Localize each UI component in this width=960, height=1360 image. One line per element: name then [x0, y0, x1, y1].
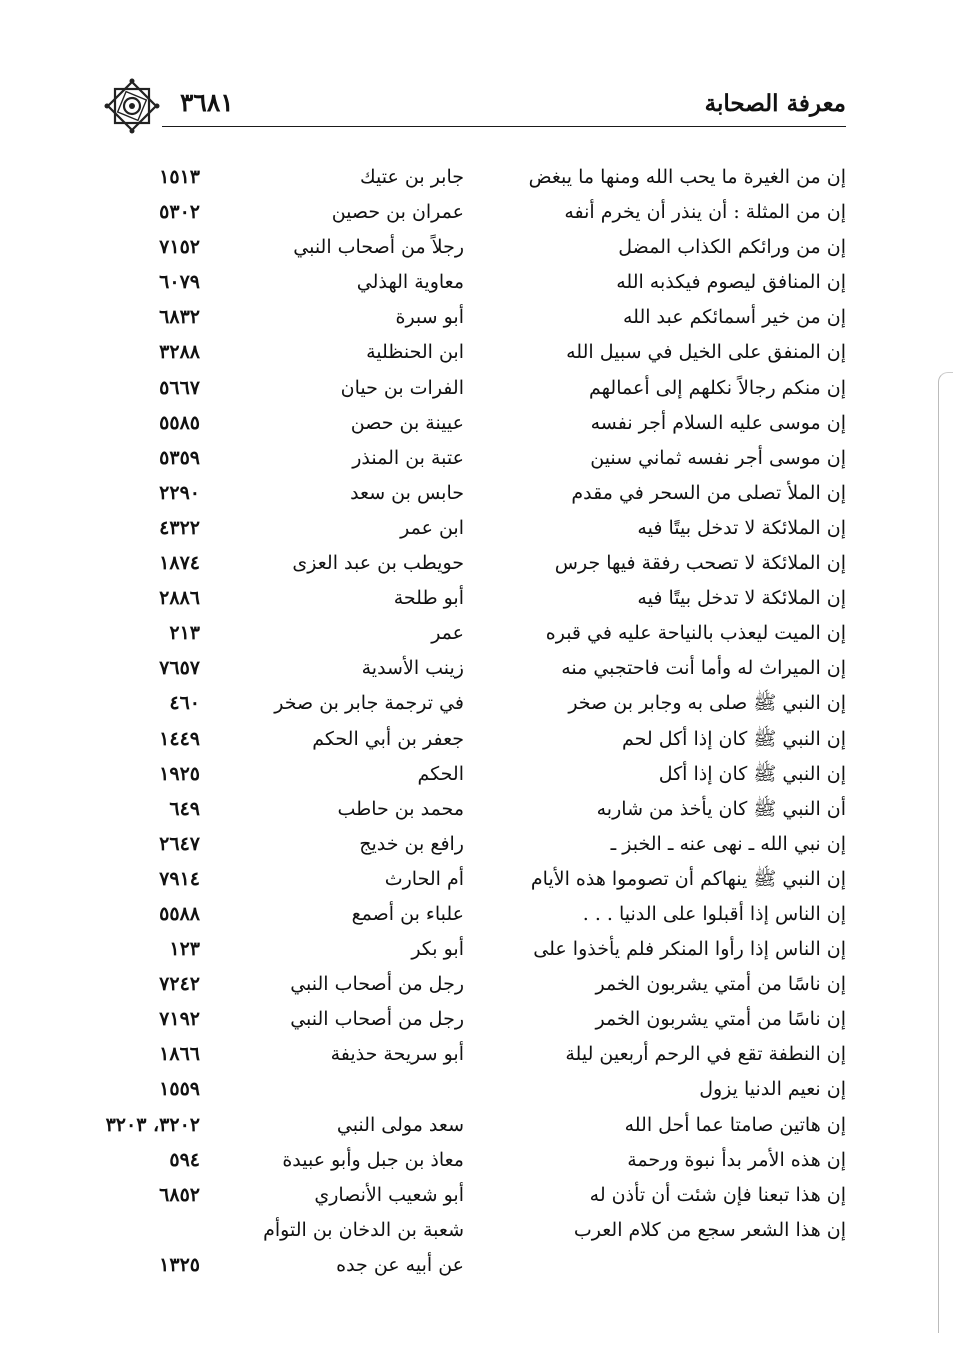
hadith-incipit: إن موسى أجر نفسه ثماني سنين	[590, 446, 846, 469]
reference-number: ١٤٤٩	[159, 727, 200, 750]
index-row	[100, 511, 846, 546]
index-row	[100, 932, 846, 967]
narrator-name: رجلاً من أصحاب النبي	[293, 236, 464, 259]
narrator-name: رجل من أصحاب النبي	[290, 1008, 464, 1031]
hadith-incipit: إن هذا الشعر سجع من كلام العرب	[573, 1218, 846, 1241]
narrator-name: ابن عمر	[400, 516, 464, 539]
reference-number: ٣٢٨٨	[159, 341, 200, 364]
hadith-incipit: إن الملأ تصلى من السحر في مقدم	[571, 481, 846, 504]
index-row	[100, 195, 846, 230]
index-row	[100, 897, 846, 932]
narrator-name: عتبة بن المنذر	[352, 446, 464, 469]
index-row	[100, 967, 846, 1002]
index-row	[100, 335, 846, 370]
index-row	[100, 1143, 846, 1178]
narrator-name: عيينة بن حصن	[350, 411, 464, 434]
hadith-incipit: إن الملائكة لا تدخل بيتًا فيه	[637, 516, 846, 539]
reference-number: ١٩٢٥	[159, 762, 200, 785]
hadith-incipit: إن النبي ﷺ صلى به وجابر بن صخر	[568, 692, 846, 715]
narrator-name: أبو بكر	[411, 938, 464, 961]
index-row	[100, 792, 846, 827]
reference-number: ٥٥٨٨	[159, 902, 200, 925]
index-row	[100, 581, 846, 616]
narrator-name: علباء بن أصمع	[351, 902, 464, 925]
narrator-name: زينب الأسدية	[361, 657, 464, 680]
index-row	[100, 160, 846, 195]
narrator-name: أبو سريحة حذيفة	[330, 1043, 464, 1066]
narrator-name: الفرات بن حيان	[340, 376, 464, 399]
narrator-name: سعد مولى النبي	[336, 1113, 464, 1136]
reference-number: ٦٠٧٩	[159, 271, 200, 294]
running-header	[102, 84, 846, 130]
narrator-name: حويطب بن عبد العزى	[292, 552, 464, 575]
hadith-incipit: أن النبي ﷺ كان يأخذ من شاربه	[596, 797, 846, 820]
reference-number: ٥٥٨٥	[159, 411, 200, 434]
reference-number: ٣٢٠٢، ٣٢٠٣	[105, 1113, 200, 1136]
hadith-incipit: إن هاتين صامتا عما أحل الله	[624, 1113, 846, 1136]
hadith-incipit: إن النطفة تقع في الرحم أربعين ليلة	[565, 1043, 846, 1066]
index-row	[100, 1072, 846, 1107]
index-row	[100, 651, 846, 686]
index-row	[100, 1108, 846, 1143]
reference-number: ١٨٧٤	[159, 552, 200, 575]
hadith-incipit: إن الناس إذا أقبلوا على الدنيا . . .	[582, 902, 846, 925]
scan-page-edge	[938, 372, 953, 1333]
reference-number: ٢٢٩٠	[159, 481, 200, 504]
reference-number: ٥٣٠٢	[159, 201, 200, 224]
reference-number: ١٢٣	[169, 938, 200, 961]
index-row	[100, 371, 846, 406]
narrator-name: أم الحارث	[384, 867, 464, 890]
hadith-incipit: إن ناسًا من أمتي يشربون الخمر	[595, 973, 846, 996]
reference-number: ٥٦٦٧	[159, 376, 200, 399]
hadith-incipit: إن هذا تبعنا فإن شئت أن تأذن له	[589, 1183, 846, 1206]
hadith-incipit: إن النبي ﷺ ينهاكم أن تصوموا هذه الأيام	[530, 867, 846, 890]
narrator-name: محمد بن حاطب	[337, 797, 464, 820]
octagonal-star-ornament-icon	[102, 76, 162, 136]
hadith-incipit: إن المنافق ليصوم فيكذبه الله	[616, 271, 846, 294]
index-row	[100, 546, 846, 581]
reference-number: ٦٨٣٢	[159, 306, 200, 329]
index-row	[100, 441, 846, 476]
index-row	[100, 862, 846, 897]
page-number: ٣٦٨١	[180, 88, 234, 117]
hadith-incipit: إن النبي ﷺ كان إذا أكل	[658, 762, 846, 785]
narrator-name: عن أبيه عن جده	[336, 1253, 464, 1276]
hadith-incipit: إن هذه الأمر بدأ نبوة ورحمة	[627, 1148, 846, 1171]
hadith-incipit: إن من الغيرة ما يحب الله ومنها ما يبغض	[528, 166, 846, 188]
reference-number: ٧٢٤٢	[159, 973, 200, 996]
index-row	[100, 1037, 846, 1072]
hadith-index-list	[100, 160, 846, 1283]
reference-number: ١٥٥٩	[159, 1078, 200, 1101]
hadith-incipit: إن نعيم الدنيا يزول	[699, 1078, 846, 1101]
hadith-incipit: إن الميراث له وأما أنت فاحتجبي منه	[561, 657, 846, 680]
narrator-name: جعفر بن أبي الحكم	[312, 727, 464, 750]
index-row	[100, 757, 846, 792]
index-row	[100, 1213, 846, 1248]
index-row	[100, 1002, 846, 1037]
reference-number: ٥٣٥٩	[159, 446, 200, 469]
narrator-name: أبو طلحة	[393, 587, 464, 610]
hadith-incipit: إن النبي ﷺ كان إذا أكل لحم	[621, 727, 846, 750]
index-row	[100, 722, 846, 757]
reference-number: ٢٦٤٧	[159, 832, 200, 855]
reference-number: ٧٦٥٧	[159, 657, 200, 680]
reference-number: ٧١٩٢	[159, 1008, 200, 1031]
narrator-name: رافع بن خديج	[359, 832, 464, 855]
book-title: معرفة الصحابة	[704, 90, 846, 117]
hadith-incipit: إن موسى عليه السلام أجر نفسه	[590, 411, 846, 434]
narrator-name: الحكم	[417, 762, 464, 785]
hadith-incipit: إن من ورائكم الكذاب المضل	[618, 236, 846, 259]
hadith-incipit: إن من خير أسمائكم عبد الله	[622, 306, 846, 329]
reference-number: ٤٦٠	[169, 692, 200, 715]
reference-number: ٦٤٩	[169, 797, 200, 820]
reference-number: ٤٣٢٢	[159, 516, 200, 539]
index-row	[100, 827, 846, 862]
hadith-incipit: إن الملائكة لا تصحب رفقة فيها جرس	[554, 552, 846, 575]
narrator-name: عمر	[431, 622, 464, 645]
hadith-incipit: إن من المثلة : أن ينذر أن يخرم أنفه	[564, 201, 846, 224]
reference-number: ٢٨٨٦	[159, 587, 200, 610]
hadith-incipit: إن الميت ليعذب بالنياحة عليه في قبره	[545, 622, 846, 645]
index-row	[100, 1248, 846, 1283]
hadith-incipit: إن نبي الله ـ نهى عنه ـ الخبز ـ	[610, 832, 846, 855]
hadith-incipit: إن منكم رجالاً نكلهم إلى أعمالهم	[589, 376, 846, 399]
narrator-name: في ترجمة جابر بن صخر	[274, 692, 464, 715]
reference-number: ٧١٥٢	[159, 236, 200, 259]
narrator-name: أبو سبرة	[395, 306, 464, 329]
header-rule	[162, 126, 846, 127]
reference-number: ٧٩١٤	[159, 867, 200, 890]
narrator-name: شعبة بن الدخان بن التوأم	[263, 1218, 464, 1241]
narrator-name: ابن الحنظلية	[366, 341, 464, 364]
reference-number: ٢١٣	[169, 622, 200, 645]
reference-number: ٦٨٥٢	[159, 1183, 200, 1206]
index-row	[100, 616, 846, 651]
index-row	[100, 265, 846, 300]
index-row	[100, 476, 846, 511]
index-row	[100, 686, 846, 721]
reference-number: ١٨٦٦	[159, 1043, 200, 1066]
narrator-name: حابس بن سعد	[350, 481, 464, 504]
index-row	[100, 300, 846, 335]
index-row	[100, 230, 846, 265]
narrator-name: رجل من أصحاب النبي	[290, 973, 464, 996]
narrator-name: أبو شعيب الأنصاري	[314, 1183, 464, 1206]
hadith-incipit: إن المنفق على الخيل في سبيل الله	[566, 341, 846, 364]
narrator-name: معاذ بن جبل وأبو عبيدة	[282, 1148, 464, 1171]
hadith-incipit: إن الناس إذا رأوا المنكر فلم يأخذوا على	[533, 938, 846, 961]
narrator-name: جابر بن عتيك	[360, 166, 464, 188]
narrator-name: معاوية الهذلي	[356, 271, 464, 294]
reference-number: ١٣٢٥	[159, 1253, 200, 1276]
index-row	[100, 1178, 846, 1213]
reference-number: ٥٩٤	[169, 1148, 200, 1171]
hadith-incipit: إن ناسًا من أمتي يشربون الخمر	[595, 1008, 846, 1031]
narrator-name: عمران بن حصين	[331, 201, 464, 224]
index-row	[100, 406, 846, 441]
reference-number: ١٥١٣	[159, 166, 200, 188]
hadith-incipit: إن الملائكة لا تدخل بيتًا فيه	[637, 587, 846, 610]
